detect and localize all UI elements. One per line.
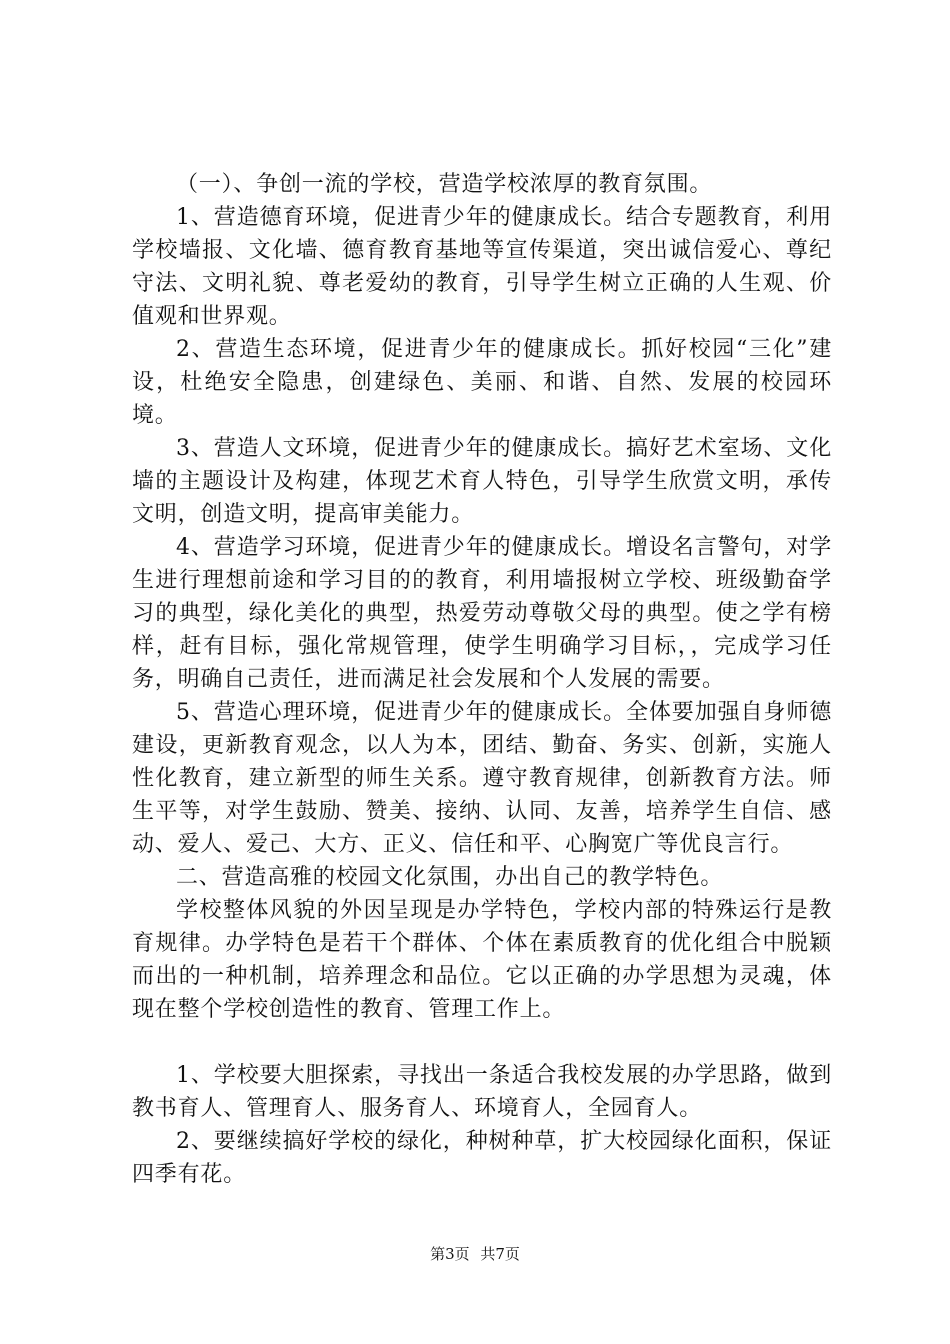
paragraph-ecological-environment: 2、营造生态环境，促进青少年的健康成长。抓好校园“三化”建设，杜绝安全隐患，创建绿色、美丽、和谐、自然、发展的校园环境。	[132, 337, 832, 428]
page-number: 第3页	[430, 1245, 470, 1263]
paragraph-explore-path: 1、学校要大胆探索，寻找出一条适合我校发展的办学思路，做到教书育人、管理育人、服务育人、环境育人，全园育人。	[132, 1063, 832, 1121]
paragraph-school-characteristics: 学校整体风貌的外因呈现是办学特色，学校内部的特殊运行是教育规律。办学特色是若干个群体、个体在素质教育的优化组合中脱颖而出的一种机制，培养理念和品位。它以正确的办学思想为灵魂，体现在整个学校创造性的教育、管理工作上。	[132, 898, 832, 1022]
section-heading-2: 二、营造高雅的校园文化氛围，办出自己的教学特色。	[176, 865, 724, 890]
paragraph-learning-environment: 4、营造学习环境，促进青少年的健康成长。增设名言警句，对学生进行理想前途和学习目的的教育，利用墙报树立学校、班级勤奋学习的典型，绿化美化的典型，热爱劳动尊敬父母的典型。使之学有榜样，赶有目标，强化常规管理，使学生明确学习目标，，完成学习任务，明确自己责任，进而满足社会发展和个人发展的需要。	[132, 535, 832, 692]
paragraph-greening: 2、要继续搞好学校的绿化，种树种草，扩大校园绿化面积，保证四季有花。	[132, 1129, 832, 1187]
document-body	[132, 168, 832, 1191]
page-footer	[0, 1243, 950, 1264]
paragraph-humanistic-environment: 3、营造人文环境，促进青少年的健康成长。搞好艺术室场、文化墙的主题设计及构建，体现艺术育人特色，引导学生欣赏文明，承传文明，创造文明，提高审美能力。	[132, 436, 832, 527]
section-heading-1: （一）、争创一流的学校，营造学校浓厚的教育氛围。	[176, 172, 713, 197]
paragraph-moral-environment: 1、营造德育环境，促进青少年的健康成长。结合专题教育，利用学校墙报、文化墙、德育教育基地等宣传渠道，突出诚信爱心、尊纪守法、文明礼貌、尊老爱幼的教育，引导学生树立正确的人生观、价值观和世界观。	[132, 205, 832, 329]
page-total: 共7页	[480, 1245, 520, 1263]
paragraph-psychological-environment: 5、营造心理环境，促进青少年的健康成长。全体要加强自身师德建设，更新教育观念，以人为本，团结、勤奋、务实、创新，实施人性化教育，建立新型的师生关系。遵守教育规律，创新教育方法。师生平等，对学生鼓励、赞美、接纳、认同、友善，培养学生自信、感动、爱人、爱己、大方、正义、信任和平、心胸宽广等优良言行。	[132, 700, 832, 857]
